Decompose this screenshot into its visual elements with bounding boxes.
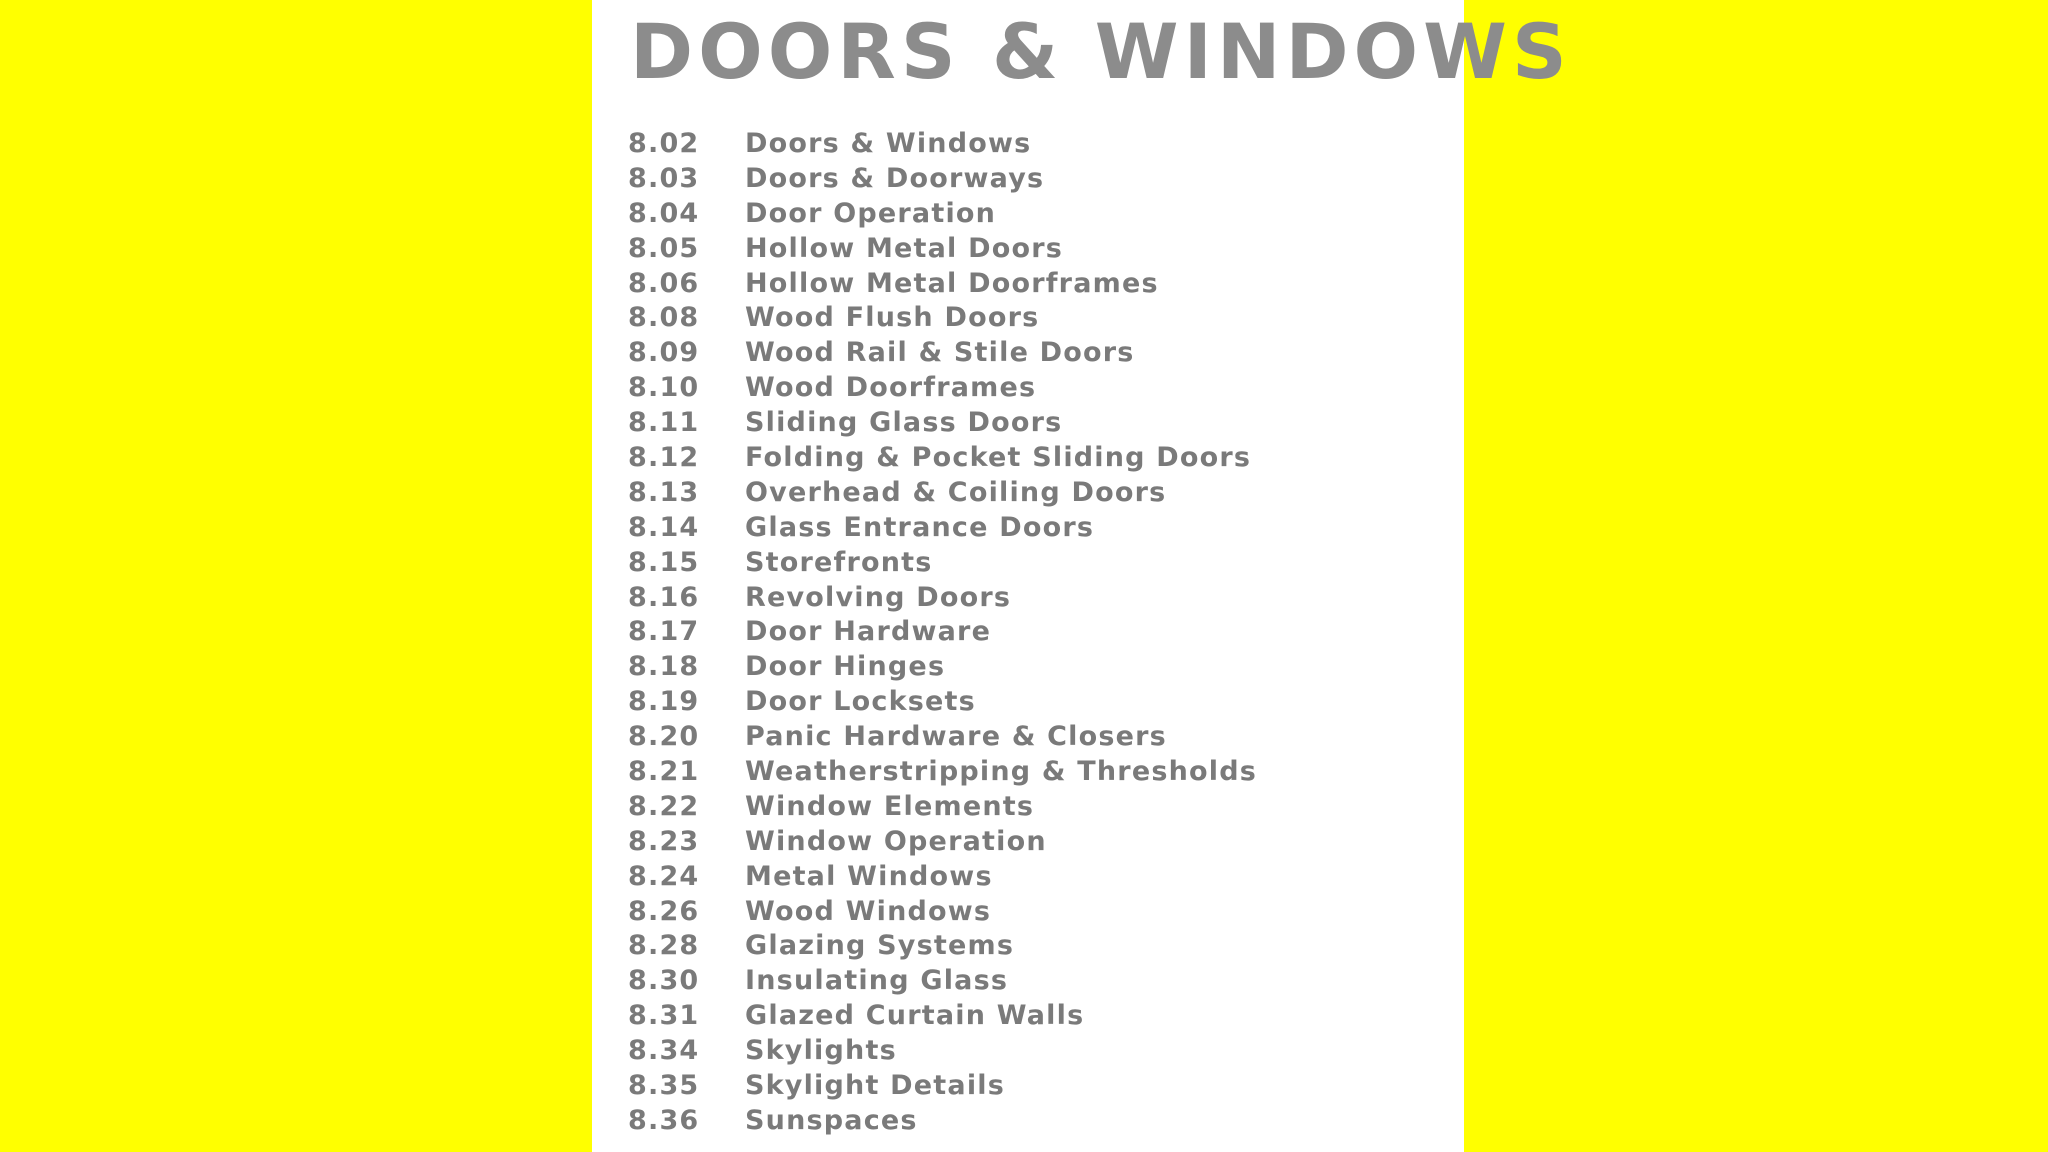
list-item (628, 336, 1257, 371)
list-item (628, 1069, 1257, 1104)
list-item (628, 406, 1257, 441)
list-item (628, 301, 1257, 336)
list-item (628, 232, 1257, 267)
section-title: Overhead & Coiling Doors (745, 476, 1167, 508)
section-number: 8.23 (628, 825, 700, 857)
list-item (628, 790, 1257, 825)
section-number: 8.02 (628, 128, 700, 159)
section-title: Glazing Systems (745, 930, 1015, 962)
section-title: Window Operation (745, 825, 1047, 857)
section-number: 8.26 (628, 895, 700, 927)
list-item (628, 964, 1257, 999)
section-title: Hollow Metal Doors (745, 232, 1064, 264)
list-item (628, 1104, 1257, 1139)
section-number: 8.10 (628, 372, 700, 404)
list-item (628, 720, 1257, 755)
section-number: 8.11 (628, 407, 700, 439)
section-title: Wood Windows (745, 895, 992, 927)
section-number: 8.15 (628, 546, 700, 578)
section-number: 8.13 (628, 476, 700, 508)
section-number: 8.36 (628, 1104, 700, 1136)
section-title: Storefronts (745, 546, 933, 578)
section-number: 8.06 (628, 267, 700, 299)
section-title: Metal Windows (745, 860, 993, 892)
section-title: Glazed Curtain Walls (745, 1000, 1085, 1032)
section-title: Door Hinges (745, 651, 946, 683)
section-title: Wood Flush Doors (745, 302, 1040, 334)
list-item (628, 546, 1257, 581)
section-title: Insulating Glass (745, 965, 1009, 997)
section-number: 8.35 (628, 1070, 700, 1102)
list-item (628, 581, 1257, 616)
section-title: Window Elements (745, 790, 1035, 822)
section-title: Glass Entrance Doors (745, 511, 1095, 543)
section-title: Sliding Glass Doors (745, 407, 1063, 439)
section-number: 8.34 (628, 1035, 700, 1067)
list-item (628, 895, 1257, 930)
page-title: DOORS & WINDOWS (630, 7, 1572, 96)
list-item (628, 685, 1257, 720)
section-number: 8.30 (628, 965, 700, 997)
section-title: Skylights (745, 1035, 897, 1067)
contents-list (628, 127, 1257, 1139)
section-number: 8.21 (628, 756, 700, 788)
list-item (628, 511, 1257, 546)
section-number: 8.22 (628, 790, 700, 822)
list-item (628, 476, 1257, 511)
section-title: Doors & Doorways (745, 162, 1045, 194)
section-number: 8.09 (628, 337, 700, 369)
section-number: 8.04 (628, 197, 700, 229)
section-title: Door Hardware (745, 616, 992, 648)
list-item (628, 615, 1257, 650)
section-number: 8.14 (628, 511, 700, 543)
section-number: 8.19 (628, 686, 700, 718)
section-number: 8.05 (628, 232, 700, 264)
list-item (628, 1034, 1257, 1069)
section-title: Sunspaces (745, 1104, 918, 1136)
section-number: 8.31 (628, 1000, 700, 1032)
list-item (628, 127, 1257, 162)
section-number: 8.08 (628, 302, 700, 334)
section-title: Wood Doorframes (745, 372, 1037, 404)
section-title: Folding & Pocket Sliding Doors (745, 442, 1252, 474)
list-item (628, 162, 1257, 197)
section-number: 8.12 (628, 442, 700, 474)
section-number: 8.16 (628, 581, 700, 613)
section-title: Door Locksets (745, 686, 976, 718)
list-item (628, 999, 1257, 1034)
section-title: Skylight Details (745, 1070, 1005, 1102)
section-number: 8.18 (628, 651, 700, 683)
section-title: Hollow Metal Doorframes (745, 267, 1159, 299)
list-item (628, 267, 1257, 302)
list-item (628, 755, 1257, 790)
section-title: Weatherstripping & Thresholds (745, 756, 1258, 788)
list-item (628, 860, 1257, 895)
section-number: 8.24 (628, 860, 700, 892)
list-item (628, 441, 1257, 476)
list-item (628, 650, 1257, 685)
section-number: 8.28 (628, 930, 700, 962)
section-number: 8.03 (628, 162, 700, 194)
section-title: Wood Rail & Stile Doors (745, 337, 1135, 369)
section-title: Doors & Windows (745, 128, 1032, 159)
section-title: Panic Hardware & Closers (745, 721, 1167, 753)
list-item (628, 371, 1257, 406)
section-number: 8.20 (628, 721, 700, 753)
section-title: Door Operation (745, 197, 997, 229)
list-item (628, 929, 1257, 964)
section-title: Revolving Doors (745, 581, 1012, 613)
list-item (628, 197, 1257, 232)
list-item (628, 825, 1257, 860)
section-number: 8.17 (628, 616, 700, 648)
